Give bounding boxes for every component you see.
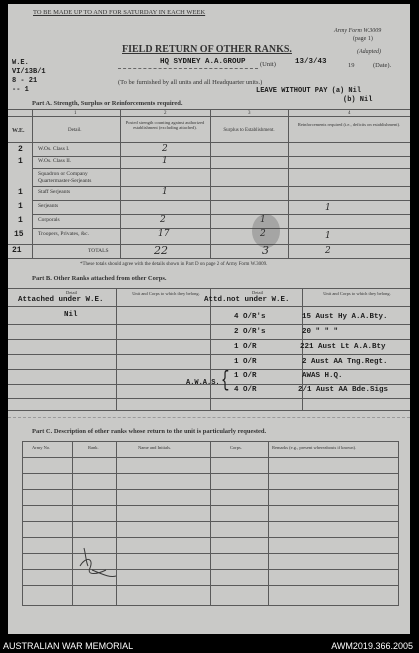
we-line-2: VI/13B/1: [12, 68, 46, 76]
totals-posted: 22: [154, 244, 168, 257]
footer-bar: [0, 640, 419, 653]
date-year: 19: [348, 62, 355, 69]
part-b-right-detail-header: Detail: [252, 290, 263, 295]
col-num-2: 2: [164, 111, 167, 116]
footer-right: AWM2019.366.2005: [331, 641, 413, 651]
unit-name: HQ SYDNEY A.A.GROUP: [160, 58, 246, 66]
totals-we: 21: [12, 246, 22, 255]
top-note: TO BE MADE UP TO AND FOR SATURDAY IN EACH WEEK: [33, 9, 206, 16]
footer-left: AUSTRALIAN WAR MEMORIAL: [3, 641, 134, 651]
col-num-1: 1: [74, 111, 77, 116]
part-b-left-heading: Attached under W.E.: [18, 296, 104, 304]
totals-reinf: 2: [325, 246, 331, 256]
part-a-title: Part A. Strength, Surplus or Reinforcements required.: [32, 100, 183, 107]
form-title: FIELD RETURN OF OTHER RANKS.: [122, 44, 292, 55]
handwritten-mark: [72, 544, 122, 584]
form-page: (page 1): [353, 36, 373, 42]
col-num-3: 3: [248, 111, 251, 116]
leave-b: (b) Nil: [343, 96, 373, 104]
fold-line: [8, 417, 410, 418]
part-c-col-remarks: Remarks (e.g., present whereabouts if known).: [272, 445, 357, 450]
we-line-4: -- 1: [12, 86, 29, 94]
awas-brace: {: [221, 368, 230, 394]
col-reinf-header: Reinforcements required (i.e., deficits on establishment).: [297, 122, 401, 127]
furnished-note: (To be furnished by all units and all Headquarter units.): [118, 79, 263, 86]
part-c-col-army-no: Army No.: [32, 445, 51, 450]
totals-label: TOTALS: [88, 248, 109, 254]
part-b-left-value: Nil: [64, 311, 78, 319]
form-number: Army Form W.3009: [334, 28, 382, 34]
ink-smudge: [252, 214, 280, 248]
date-value: 13/3/43: [295, 58, 327, 66]
we-line-1: W.E.: [12, 59, 29, 67]
totals-note: *These totals should agree with the details shown in Part D on page 2 of Army Form W.3009.: [80, 262, 268, 267]
part-b-right-heading: Attd.not under W.E.: [204, 296, 290, 304]
unit-label: (Unit): [260, 61, 276, 68]
we-line-3: 8 - 21: [12, 77, 38, 85]
col-surplus-header: Surplus to Establishment.: [223, 128, 275, 133]
form-sheet: TO BE MADE UP TO AND FOR SATURDAY IN EACH WEEK Army Form W.3009 (page 1) (Adapted) FIELD RETURN OF OTHER RANKS. W.E. VI/13B/1 8 - 21 -- 1 HQ SYDNEY A.A.GROUP (Unit) 13/3/43 19 (Date). (To be furnished by all units and all Headquarter units.) LEAVE WITHOUT PAY (a) Nil (b) Nil Part A. Strength, Surplus or Reinforcements required. 1 2 3 4 W.E. Detail. Posted strength counting against authorized establishment (excluding attached). Surplus to Establishment. Reinforcements required (i.e., deficits on establishment). 2 W.Os. Class I. 2 1 W.Os. Class II. 1 Squadron or Company Quartermaster-Serjeants 1 Staff Serjeants 1 1 Serjeants 1 1 Corporals 2 1 15 Troopers, Privates, &c. 17 2 1 21 TOTALS 22 3 2 *These totals should agree with the details shown in Part D on page 2 of Army Form W.3009. Part B. Other Ranks attached from other Corps. Detail Unit and Corps to which they belong. Detail Unit and Corps to which they belong. Attached under W.E. Attd.not under W.E. Nil 4 O/R's 15 Aust Hy A.A.Bty. 2 O/R's 20 " " " 1 O/R 221 Aust Lt A.A.Bty 1 O/R 2 Aust AA Tng.Regt. A.W.A.S. { 1 O/R AWAS H.Q. 4 O/R 2/1 Aust AA Bde.Sigs Part C. Description of other ranks whose return to the unit is particularly requested. Army No. Rank. Name and Initials. Corps. Remarks (e.g., present whereabouts if known).: [8, 4, 410, 634]
awas-label: A.W.A.S.: [186, 379, 220, 387]
col-num-4: 4: [348, 111, 351, 116]
part-b-right-unit-header: Unit and Corps to which they belong.: [323, 291, 391, 296]
part-c-col-rank: Rank.: [88, 445, 99, 450]
totals-surplus: 3: [262, 244, 269, 257]
part-b-title: Part B. Other Ranks attached from other Corps.: [32, 275, 167, 282]
adapted-note: (Adapted): [357, 49, 381, 55]
leave-a: LEAVE WITHOUT PAY (a) Nil: [256, 87, 362, 95]
part-c-col-name: Name and Initials.: [138, 445, 172, 450]
part-c-col-corps: Corps.: [230, 445, 242, 450]
part-c-title: Part C. Description of other ranks whose return to the unit is particularly requested.: [32, 428, 267, 435]
col-we-header: W.E.: [12, 128, 25, 134]
date-label: (Date).: [373, 62, 392, 69]
col-posted-header: Posted strength counting against authorized establishment (excluding attached).: [125, 120, 205, 131]
part-b-left-detail-header: Detail: [66, 290, 77, 295]
col-detail-header: Detail.: [68, 128, 82, 133]
part-b-left-unit-header: Unit and Corps to which they belong.: [132, 291, 200, 296]
